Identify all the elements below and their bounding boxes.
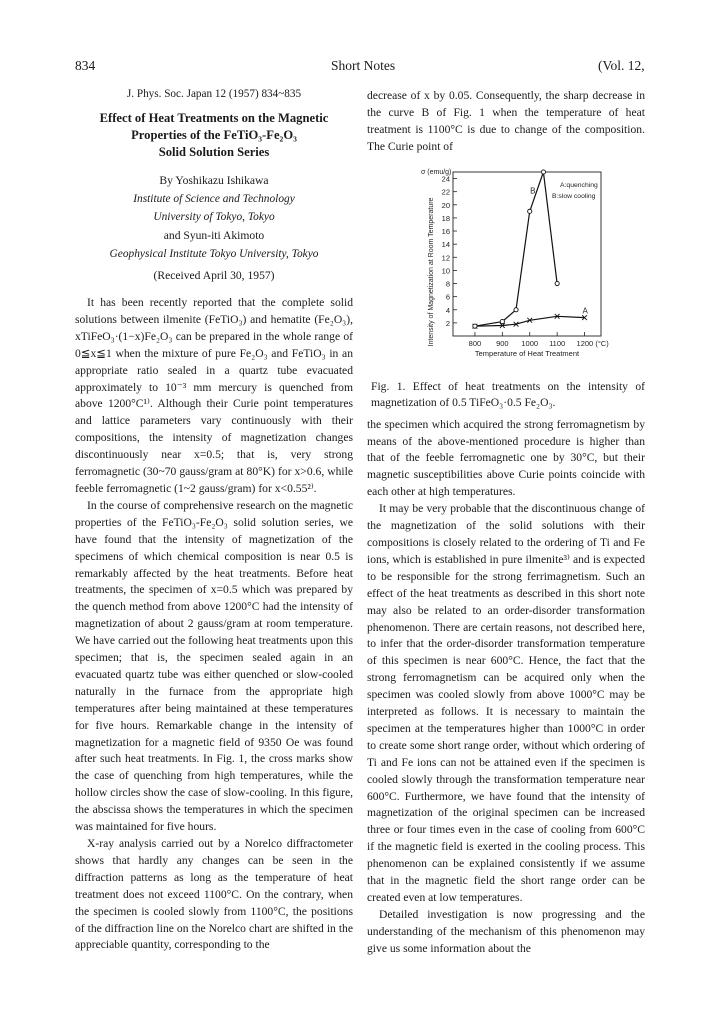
left-column bbox=[75, 88, 353, 954]
received-date: (Received April 30, 1957) bbox=[153, 269, 275, 282]
affiliation-1-line-1: Institute of Science and Technology bbox=[133, 193, 295, 205]
data-point-circle bbox=[500, 319, 504, 323]
y-tick-label: 12 bbox=[441, 252, 450, 262]
running-title: Short Notes bbox=[331, 58, 396, 73]
y-tick-label: 24 bbox=[441, 174, 450, 184]
figure-1 bbox=[367, 158, 645, 373]
author-1: By Yoshikazu Ishikawa bbox=[159, 174, 269, 187]
data-point-circle bbox=[528, 209, 532, 213]
title-line-2: Properties of the FeTiO₃-Fe₂O₃ bbox=[131, 128, 297, 142]
x-tick-label: 1200 (°C) bbox=[576, 338, 609, 348]
figure-caption: Fig. 1. Effect of heat treatments on the intensity of magnetization of 0.5 TiFeO₃·0.5 Fe₂O₃. bbox=[371, 379, 645, 409]
x-tick-label: 1100 bbox=[549, 338, 566, 348]
title-line-3: Solid Solution Series bbox=[158, 145, 270, 159]
data-point-circle bbox=[473, 324, 477, 328]
chart-svg bbox=[367, 158, 645, 373]
body-paragraph: X-ray analysis carried out by a Norelco diffractometer shows that hardly any changes can be seen in the diffraction patterns as long as the temperature of heat treatment does not exceed 1100°C. On the contrary, when the specimen is cooled slowly from 1100°C, the positions of the diffraction line on the Norelco chart are shifted in the appreciable quantity, corresponding to the bbox=[75, 837, 353, 952]
citation: J. Phys. Soc. Japan 12 (1957) 834~835 bbox=[126, 88, 302, 100]
data-point-circle bbox=[514, 307, 518, 311]
y-tick-label: 6 bbox=[445, 292, 450, 302]
body-paragraph: the specimen which acquired the strong ferromagnetism by means of the above-mentioned procedure is higher than that of the feeble ferromagnetic one by 30°C, but their magnetic susceptibilities above Curie points coincide with each other at high temperatures. bbox=[367, 417, 645, 499]
affiliation-2: Geophysical Institute Tokyo University, Tokyo bbox=[109, 248, 319, 260]
title-line-1: Effect of Heat Treatments on the Magnetic bbox=[99, 111, 329, 125]
series-label-b: B bbox=[530, 186, 536, 196]
x-tick-label: 900 bbox=[496, 338, 509, 348]
series-line-a bbox=[475, 316, 585, 326]
y-unit-label: σ (emu/g) bbox=[421, 168, 452, 176]
right-column bbox=[367, 88, 645, 958]
x-tick-label: 1000 bbox=[521, 338, 539, 348]
y-tick-label: 22 bbox=[441, 187, 450, 197]
body-paragraph: In the course of comprehensive research on the magnetic properties of the FeTiO₃-Fe₂O₃ solid solution series, we have found that the intensity of magnetization of the specimens of which chemical composition is near 0.5 is remarkably affected by the heat treatments. Before heat treatments, the specimen of x=0.5 which was prepared by the quench method from above 1200°C had the intensity of magnetization of about 2 gauss/gram at room temperature. We have carried out the following heat treatments upon this specimen; that is, the specimen sealed again in an evacuated quartz tube was either quenched or slow-cooled naturally in the furnace from the appropriate high temperatures after being maintained at these temperatures for five hours. Remarkable change in the intensity of magnetization for a magnetic field of 9350 Oe was found after such heat treatments. In Fig. 1, the cross marks show the case of quenching from high temperatures, while the hollow circles show the case of slow-cooling. In this figure, the abscissa shows the temperatures in which the specimen was maintained for five hours. bbox=[75, 498, 353, 834]
x-tick-label: 800 bbox=[468, 338, 482, 348]
y-tick-label: 16 bbox=[441, 226, 450, 236]
data-point-circle bbox=[555, 281, 559, 285]
legend-entry-b: B:slow cooling bbox=[552, 192, 596, 200]
y-tick-label: 4 bbox=[445, 305, 450, 315]
body-paragraph: It may be very probable that the discontinuous change of the magnetization of the solid solutions with their compositions is closely related to the ordering of Ti and Fe ions, which is established in pure ilmenite³⁾ and is expected to be responsible for the strong ferrimagnetism. Such an effect of the heat treatments as described in this short note may also be related to an order-disorder transformation phenomenon. There are certain reasons, not described here, to infer that the order-disorder transformation temperature of this specimen is near 600°C. Hence, the fact that the strong ferromagnetism can be acquired only when the specimen was cooled slowly from above 1000°C may be interpreted as follows. It is necessary to maintain the specimen at the temperatures higher than 1000°C in order to create some short range order, without which ordering of Ti and Fe ions can not be attained even if the specimen is cooled slowly through the transformation temperature near 600°C. Furthermore, we have found that the intensity of magnetization of the original specimen can be increased three or four times even in the case of cooling from 600°C if the magnetic field is exerted in the cooling process. This phenomenon can be explained consistently if we assume that in the magnetic field the short range order can be created even at low temperatures. bbox=[367, 502, 645, 904]
page-number: 834 bbox=[75, 58, 96, 73]
legend-entry-a: A:quenching bbox=[560, 181, 598, 189]
y-tick-label: 8 bbox=[445, 279, 450, 289]
y-tick-label: 20 bbox=[441, 200, 450, 210]
body-paragraph: Detailed investigation is now progressing and the understanding of the mechanism of this phenomenon may give us some information about the bbox=[367, 907, 645, 955]
article-title bbox=[75, 110, 353, 161]
author-2: and Syun-iti Akimoto bbox=[163, 229, 265, 242]
volume-label: (Vol. 12, bbox=[598, 58, 645, 73]
data-point-circle bbox=[541, 170, 545, 174]
x-axis-title: Temperature of Heat Treatment bbox=[474, 348, 580, 358]
series-line-b bbox=[475, 172, 557, 326]
series-label-a: A bbox=[582, 306, 588, 316]
y-tick-label: 18 bbox=[441, 213, 450, 223]
y-tick-label: 10 bbox=[441, 266, 450, 276]
y-tick-label: 14 bbox=[441, 239, 450, 249]
body-paragraph: It has been recently reported that the complete solid solutions between ilmenite (FeTiO₃) and hematite (Fe₂O₃), xTiFeO₃·(1−x)Fe₂O₃ can be prepared in the whole range of 0≦x≦1 when the mixture of pure Fe₂O₃ and FeTiO₃ in an appropriate ratio sealed in a quartz tube evacuated approximately to 10⁻³ mm mercury is quenched from above 1200°C¹⁾. Although their Curie point temperatures and lattice parameters vary continuously with their compositions, the intensity of magnetization changes discontinuously near x=0.5; that is, very strong ferromagnetic (30~70 gauss/gram at 80°K) for x>0.6, while feeble ferromagnetic (1~2 gauss/gram) for x<0.55²⁾. bbox=[75, 296, 353, 495]
y-tick-label: 2 bbox=[445, 318, 450, 328]
affiliation-1-line-2: University of Tokyo, Tokyo bbox=[153, 211, 275, 223]
body-paragraph: decrease of x by 0.05. Consequently, the sharp decrease in the curve B of Fig. 1 when the temperature of heat treatment is 1100°C is due to change of the composition. The Curie point of bbox=[367, 89, 645, 153]
y-axis-title: Intensity of Magnetization at Room Temperature bbox=[428, 197, 435, 347]
